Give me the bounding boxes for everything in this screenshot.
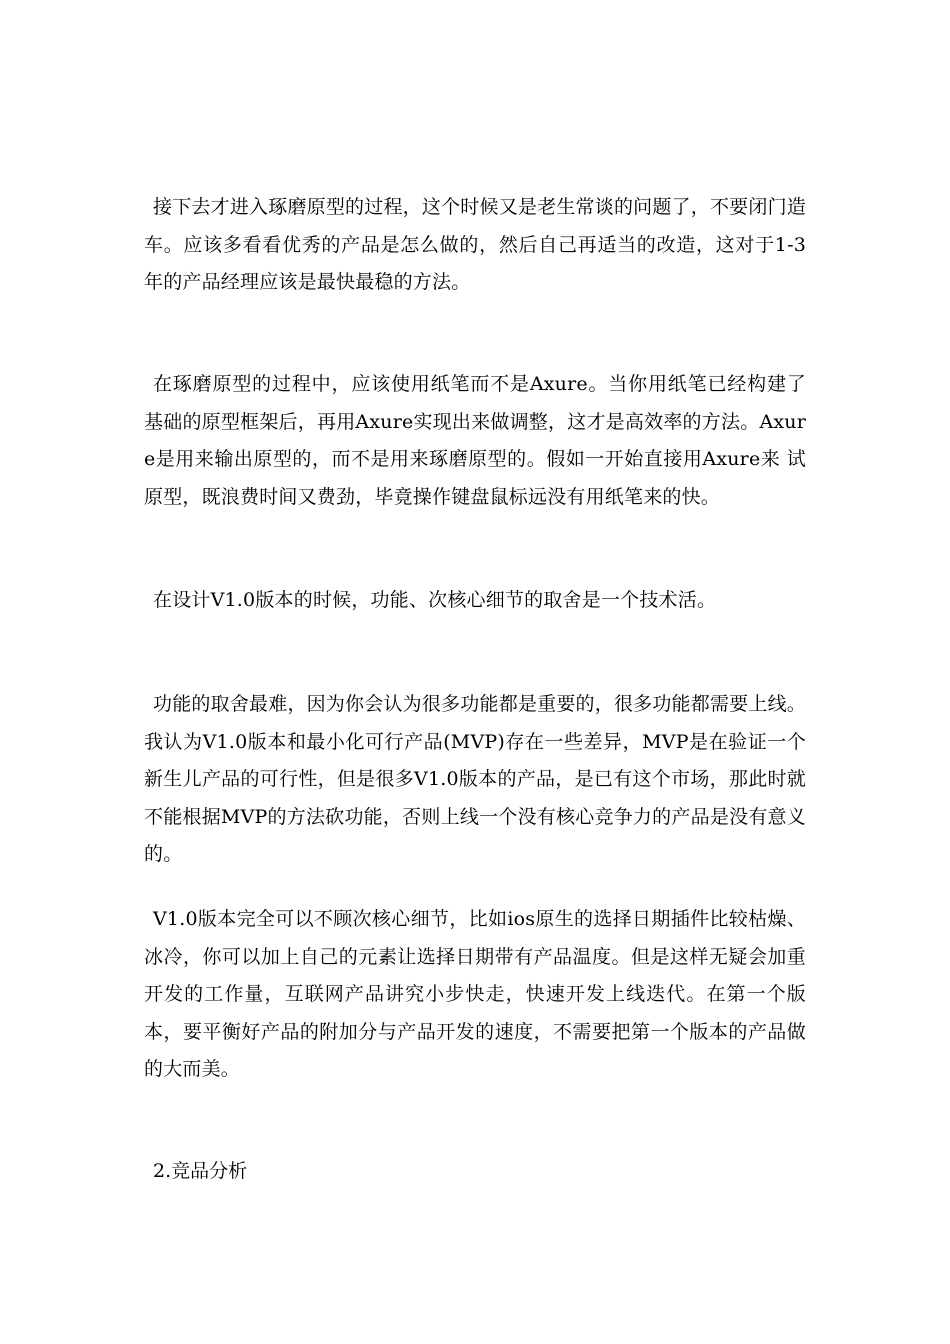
paragraph-v1-tradeoffs: 在设计V1.0版本的时候，功能、次核心细节的取舍是一个技术活。 xyxy=(153,589,717,611)
section-heading-competitor-analysis: 2.竞品分析 xyxy=(153,1160,248,1182)
paragraph-paper-vs-axure: 在琢磨原型的过程中，应该使用纸笔而不是Axure。当你用纸笔已经构建了基础的原型框架后，再用Axure实现出来做调整，这才是高效率的方法。Axure是用来输出原型的，而不是用来琢磨原型的。假如一开始直接用Axure来 试 原型，既浪费时间又费劲，毕竟操作键盘鼠标远没有用纸笔来的快。 xyxy=(144,373,806,508)
paragraph-secondary-details: V1.0版本完全可以不顾次核心细节，比如ios原生的选择日期插件比较枯燥、冰冷，你可以加上自己的元素让选择日期带有产品温度。但是这样无疑会加重开发的工作量，互联网产品讲究小步快走，快速开发上线迭代。在第一个版本，要平衡好产品的附加分与产品开发的速度，不需要把第一个版本的产品做的大而美。 xyxy=(144,908,806,1081)
paragraph-prototype-process: 接下去才进入琢磨原型的过程，这个时候又是老生常谈的问题了，不要闭门造车。应该多看看优秀的产品是怎么做的，然后自己再适当的改造，这对于1-3年的产品经理应该是最快最稳的方法。 xyxy=(144,196,806,294)
paragraph-feature-selection: 功能的取舍最难，因为你会认为很多功能都是重要的，很多功能都需要上线。我认为V1.0版本和最小化可行产品(MVP)存在一些差异，MVP是在验证一个新生儿产品的可行性，但是很多V1.0版本的产品，是已有这个市场，那此时就不能根据MVP的方法砍功能，否则上线一个没有核心竞争力的产品是没有意义的。 xyxy=(144,693,806,866)
